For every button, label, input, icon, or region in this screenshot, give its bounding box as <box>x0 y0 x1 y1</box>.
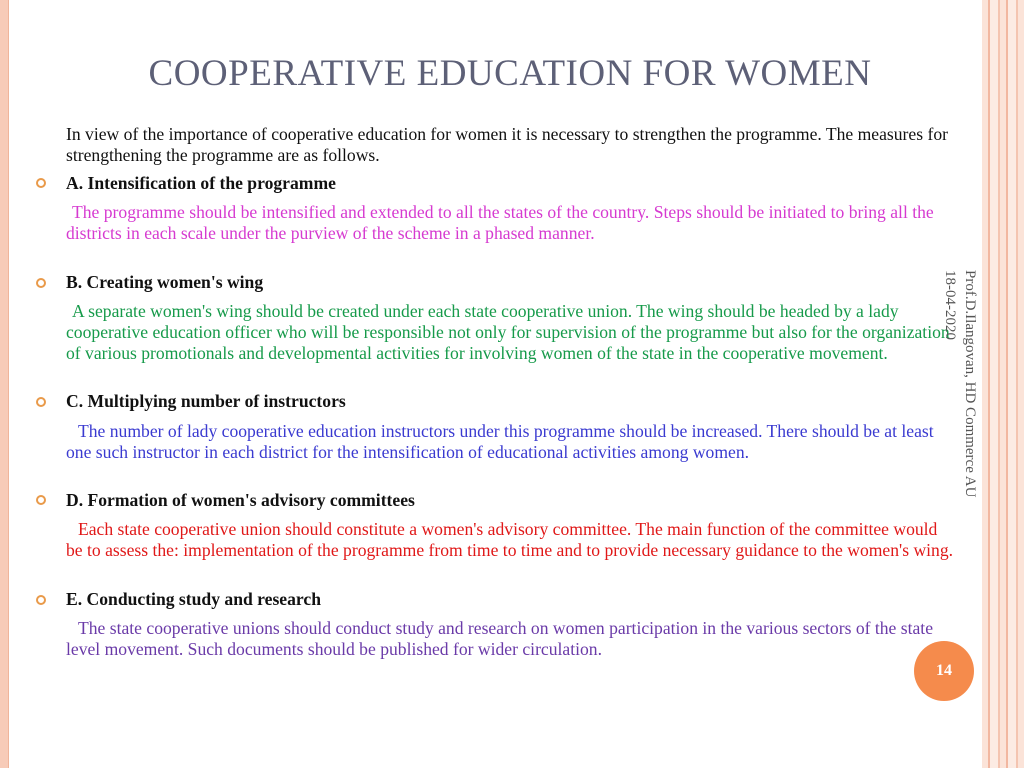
section-heading-e: E. Conducting study and research <box>66 589 321 609</box>
left-frame-border <box>0 0 9 768</box>
side-author: Prof.D.Ilangovan, HD Commerce AU <box>962 270 978 498</box>
slide-title: COOPERATIVE EDUCATION FOR WOMEN <box>148 53 872 94</box>
page-number-badge: 14 <box>914 641 974 701</box>
section-text-e: The state cooperative unions should conduct study and research on women participation in the various sectors of the state level movement. Such documents should be published for wider circulation. <box>66 618 934 659</box>
section-text-a: The programme should be intensified and extended to all the states of the country. Steps should be initiated to bring all the districts in each scale under the purview of the scheme in a phased manner. <box>66 202 934 243</box>
side-footer <box>960 270 980 497</box>
right-frame-stripes <box>982 0 1024 768</box>
section-text-d: Each state cooperative union should constitute a women's advisory committee. The main function of the committee would be to assess the: implementation of the programme from time to time and to provide necessary guidance to the women's wing. <box>66 519 954 560</box>
intro-paragraph: In view of the importance of cooperative education for women it is necessary to strengthen the programme. The measures for strengthening the programme are as follows. <box>66 124 948 165</box>
bullet-icon <box>36 495 46 505</box>
section-text-b: A separate women's wing should be created under each state cooperative union. The wing should be headed by a lady cooperative education officer who will be responsible not only for supervision of the programme but also for the organization of various promotionals and developmental activities for involving women of the state in the cooperative movement. <box>66 301 950 363</box>
bullet-icon <box>36 397 46 407</box>
section-heading-b: B. Creating women's wing <box>66 272 264 292</box>
side-date: 18-04-2020 <box>942 270 958 340</box>
section-heading-d: D. Formation of women's advisory committees <box>66 490 415 510</box>
section-heading-a: A. Intensification of the programme <box>66 173 336 193</box>
bullet-icon <box>36 595 46 605</box>
section-heading-c: C. Multiplying number of instructors <box>66 391 346 411</box>
side-date-wrap <box>940 270 960 340</box>
bullet-icon <box>36 178 46 188</box>
section-text-c: The number of lady cooperative education instructors under this programme should be increased. There should be at least one such instructor in each district for the intensification of educational activities among women. <box>66 421 934 462</box>
bullet-icon <box>36 278 46 288</box>
